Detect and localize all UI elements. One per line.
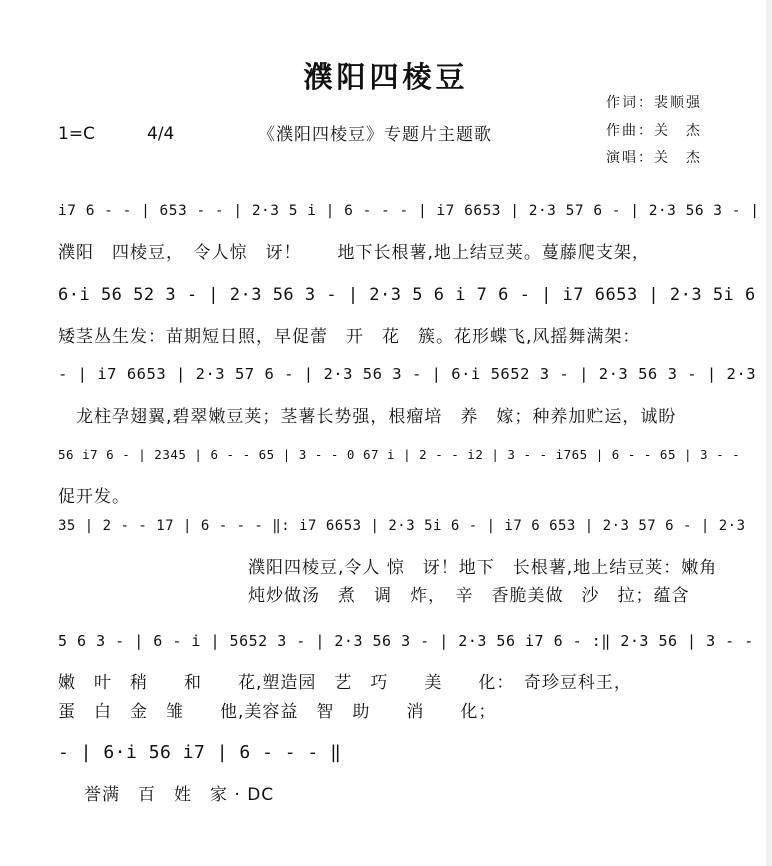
singer-credit: 演唱：关 杰 <box>606 150 702 166</box>
lyric-line-5a: 濮阳四棱豆,令人 惊 讶！地下 长根薯,地上结豆荚：嫩角 <box>248 558 718 578</box>
lyric-line-4: 促开发。 <box>58 487 130 507</box>
notation-line-2: 6·i 56 52 3 - | 2·3 56 3 - | 2·3 5 6 i 7 6 - | i7 6653 | 2·3 5i 6 <box>58 285 756 305</box>
lyricist-credit: 作词：裴顺强 <box>606 95 702 111</box>
composer-credit: 作曲：关 杰 <box>606 123 702 139</box>
lyric-line-2: 矮茎丛生发：苗期短日照，早促蕾 开 花 簇。花形蝶飞,风摇舞满架： <box>58 327 641 347</box>
key-signature: 1=C <box>58 124 95 144</box>
lyric-line-6a: 嫩 叶 稍 和 花,塑造园 艺 巧 美 化： 奇珍豆科王， <box>58 673 632 693</box>
lyric-line-7: 誉满 百 姓 家 · DC <box>84 785 275 805</box>
time-signature: 4/4 <box>147 124 175 144</box>
page-edge <box>766 0 772 866</box>
notation-line-6: 5 6 3 - | 6 - i | 5652 3 - | 2·3 56 3 - | 2·3 56 i7 6 - :‖ 2·3 56 | 3 - - <box>58 632 754 650</box>
notation-line-3: - | i7 6653 | 2·3 57 6 - | 2·3 56 3 - | 6·i 5652 3 - | 2·3 56 3 - | 2·3 <box>58 365 757 383</box>
notation-line-7: - | 6·i 56 i7 | 6 - - - ‖ <box>58 742 342 763</box>
subtitle: 《濮阳四棱豆》专题片主题歌 <box>258 125 492 145</box>
lyric-line-1: 濮阳 四棱豆， 令人惊 讶！ 地下长根薯,地上结豆荚。蔓藤爬支架， <box>58 243 650 263</box>
lyric-line-3: 龙柱孕翅翼,碧翠嫩豆荚；茎薯长势强，根瘤培 养 嫁；种养加贮运，诚盼 <box>58 407 677 427</box>
lyric-line-5b: 炖炒做汤 煮 调 炸， 辛 香脆美做 沙 拉；蕴含 <box>248 586 690 606</box>
notation-line-1: i7 6 - - | 653 - - | 2·3 5 i | 6 - - - | i7 6653 | 2·3 57 6 - | 2·3 56 3 - | <box>58 203 760 219</box>
notation-line-5: 35 | 2 - - 17 | 6 - - - ‖: i7 6653 | 2·3 5i 6 - | i7 6 653 | 2·3 57 6 - | 2·3 <box>58 518 746 534</box>
song-title: 濮阳四棱豆 <box>303 60 469 94</box>
lyric-line-6b: 蛋 白 金 雏 他,美容益 智 助 消 化； <box>58 702 497 722</box>
notation-line-4: 56 i7 6 - | 2345 | 6 - - 65 | 3 - - 0 67 i | 2 - - i2 | 3 - - i765 | 6 - - 65 | 3 - - <box>58 447 741 462</box>
